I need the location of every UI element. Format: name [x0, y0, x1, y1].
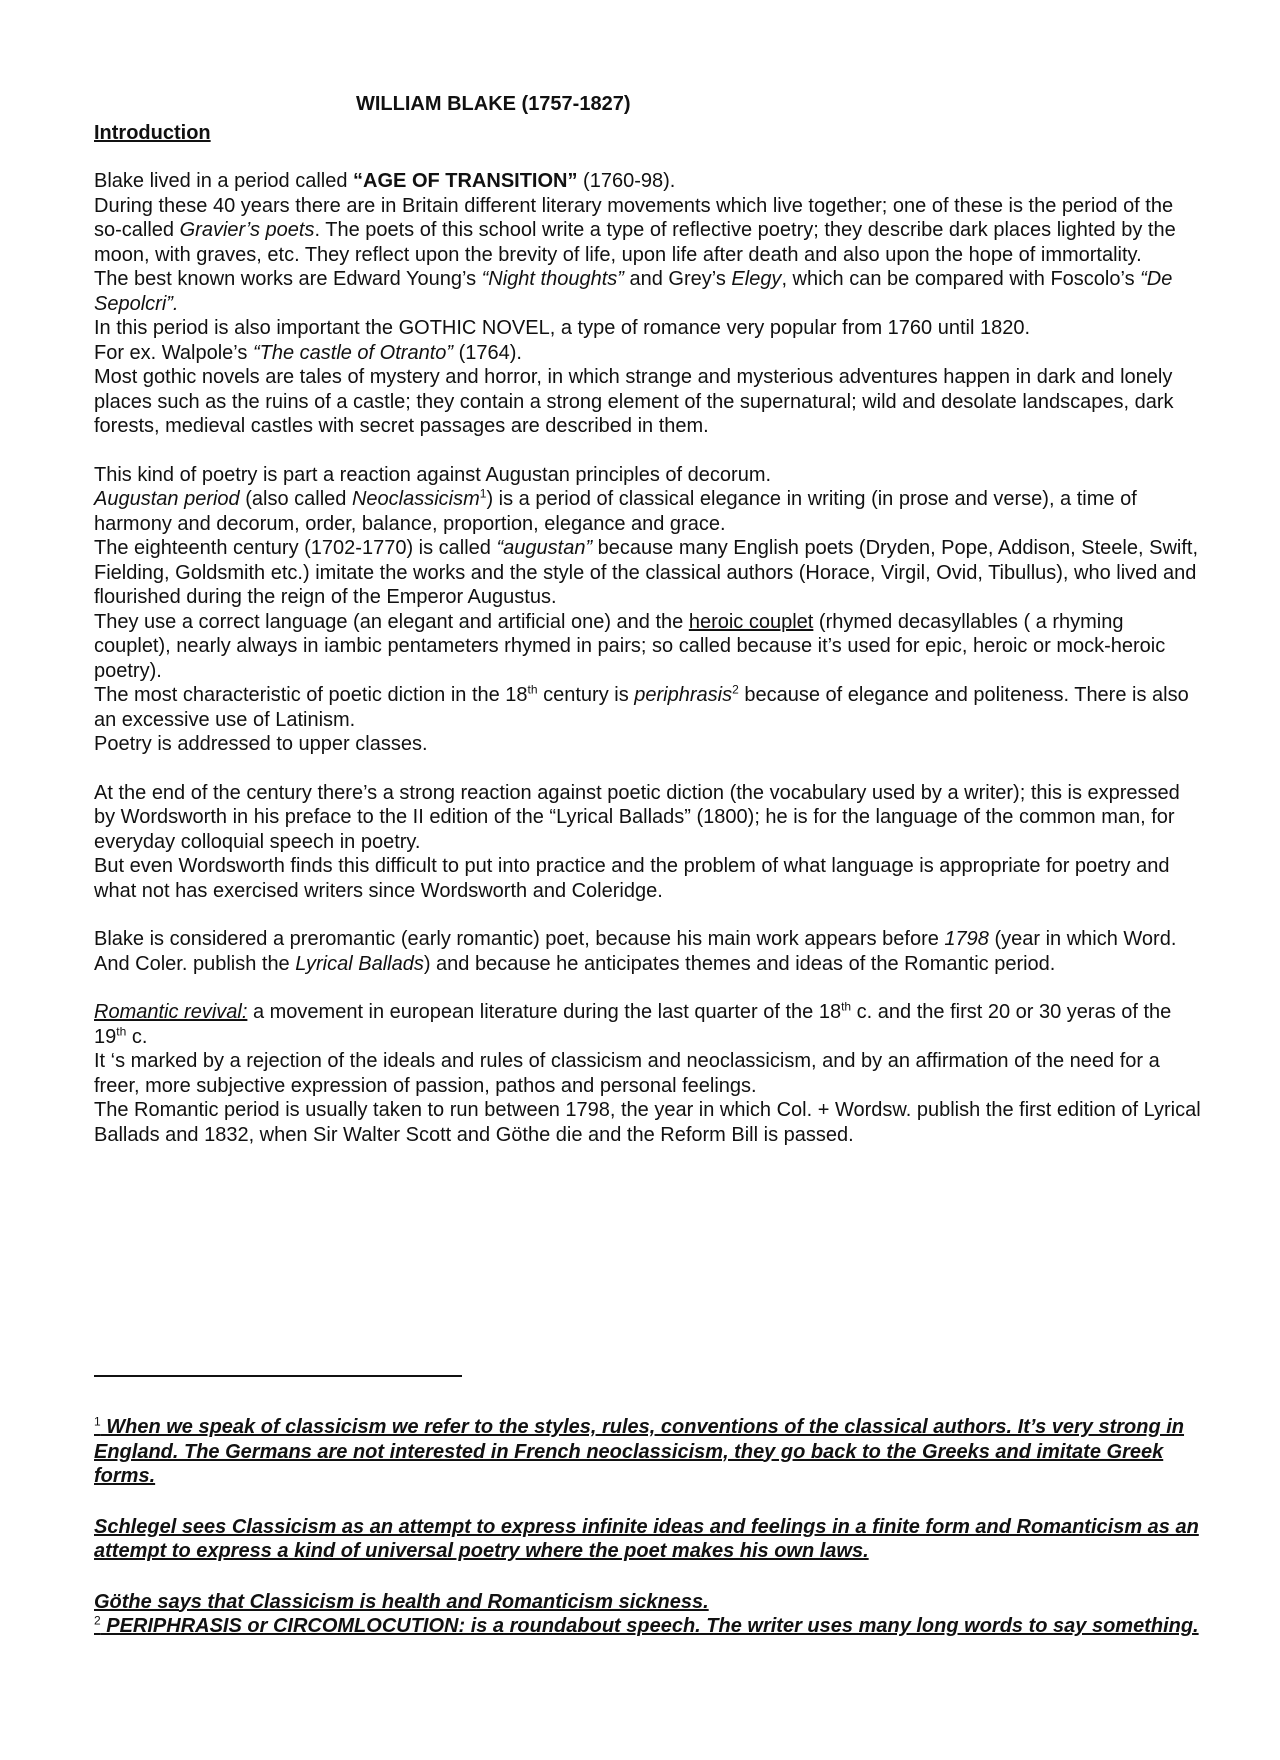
- paragraph-rejection-classicism: It ‘s marked by a rejection of the ideals and rules of classicism and neoclassicism, and by an affirmation of the need for a freer, more subjective expression of passion, pathos and personal feelings.: [94, 1050, 1160, 1097]
- footnote-1: $^1$ When we speak of classicism we refer to the styles, rules, conventions of the classical authors. It’s very strong in England. The Germans are not interested in French neoclassicism, they go back to the Greeks and imitate Greek forms.: [94, 1414, 1185, 1487]
- paragraph-heroic-couplet: They use a correct language (an elegant and artificial one) and the heroic couplet (rhymed decasyllables ( a rhyming couplet), nearly always in iambic pentameters rhymed in pairs; so called because it’s used for epic, heroic or mock-heroic poetry).: [94, 610, 1166, 682]
- paragraph-walpole: For ex. Walpole’s “The castle of Otranto” (1764).: [94, 341, 522, 364]
- footnotes: [94, 1375, 1204, 1639]
- paragraph-romantic-period: The Romantic period is usually taken to run between 1798, the year in which Col. + Wordsw. publish the first edition of Lyrical Ballads and 1832, when Sir Walter Scott and Göthe die and the Reform Bill is passed.: [94, 1099, 1201, 1146]
- section-heading: Introduction: [94, 121, 211, 144]
- paragraph-reaction-augustan: This kind of poetry is part a reaction against Augustan principles of decorum.: [94, 463, 772, 486]
- footnote-ref-1: 1: [479, 486, 487, 501]
- paragraph-eighteenth-century: The eighteenth century (1702-1770) is called “augustan” because many English poets (Dryden, Pope, Addison, Steele, Swift, Fielding, Goldsmith etc.) imitate the works and the style of the classical authors (Horace, Virgil, Ovid, Tibullus), who lived and flourished during the reign of the Emperor Augustus.: [94, 537, 1199, 608]
- paragraph-literary-movements: During these 40 years there are in Britain different literary movements which live together; one of these is the period of the so-called Gravier’s poets. The poets of this school write a type of reflective poetry; they describe dark places lighted by the moon, with graves, etc. They reflect upon the brevity of life, upon life after death and also upon the hope of immortality.: [94, 194, 1176, 266]
- paragraph-age-of-transition: Blake lived in a period called “AGE OF TRANSITION” (1760-98).: [94, 170, 676, 192]
- paragraph-upper-classes: Poetry is addressed to upper classes.: [94, 733, 428, 755]
- paragraph-gothic-novel: In this period is also important the GOTHIC NOVEL, a type of romance very popular from 1760 until 1820.: [94, 317, 1031, 339]
- page-title: WILLIAM BLAKE (1757-1827): [356, 93, 631, 115]
- footnote-1-gothe: Göthe says that Classicism is health and Romanticism sickness.: [94, 1590, 709, 1613]
- paragraph-gothic-tales: Most gothic novels are tales of mystery and horror, in which strange and mysterious adventures happen in dark and lonely places such as the ruins of a castle; they contain a strong element of the supernatural; wild and desolate landscapes, dark forests, medieval castles with secret passages are described in them.: [94, 366, 1174, 437]
- paragraph-wordsworth-reaction: At the end of the century there’s a strong reaction against poetic diction (the vocabulary used by a writer); this is expressed by Wordsworth in his preface to the II edition of the “Lyrical Ballads” (1800); he is for the language of the common man, for everyday colloquial speech in poetry.: [94, 781, 1180, 853]
- paragraph-wordsworth-difficulty: But even Wordsworth finds this difficult to put into practice and the problem of what language is appropriate for poetry and what not has exercised writers since Wordsworth and Coleridge.: [94, 855, 1170, 902]
- paragraph-romantic-revival: Romantic revival: a movement in european literature during the last quarter of the 18th c. and the first 20 or 30 yeras of the 19th c.: [94, 999, 1172, 1048]
- paragraph-augustan-period: Augustan period (also called Neoclassicism$^1$) is a period of classical elegance in writing (in prose and verse), a time of harmony and decorum, order, balance, proportion, elegance and grace.: [94, 486, 1137, 535]
- footnote-ref-2: 2: [732, 682, 739, 697]
- footnote-separator: [94, 1375, 462, 1377]
- paragraph-preromantic: Blake is considered a preromantic (early romantic) poet, because his main work appears before 1798 (year in which Word. And Coler. publish the Lyrical Ballads) and because he anticipates themes and ideas of the Romantic period.: [94, 928, 1177, 975]
- footnote-2: $^2$ PERIPHRASIS or CIRCOMLOCUTION: is a roundabout speech. The writer uses many long words to say something.: [94, 1613, 1199, 1637]
- paragraph-best-known-works: The best known works are Edward Young’s “Night thoughts” and Grey’s Elegy, which can be compared with Foscolo’s “De Sepolcri”.: [94, 268, 1173, 315]
- footnote-1-schlegel: Schlegel sees Classicism as an attempt to express infinite ideas and feelings in a finite form and Romanticism as an attempt to express a kind of universal poetry where the poet makes his own laws.: [94, 1515, 1199, 1562]
- paragraph-poetic-diction: The most characteristic of poetic diction in the 18th century is periphrasis$^2$ because of elegance and politeness. There is also an excessive use of Latinism.: [94, 682, 1189, 731]
- document-body: [94, 92, 1204, 1147]
